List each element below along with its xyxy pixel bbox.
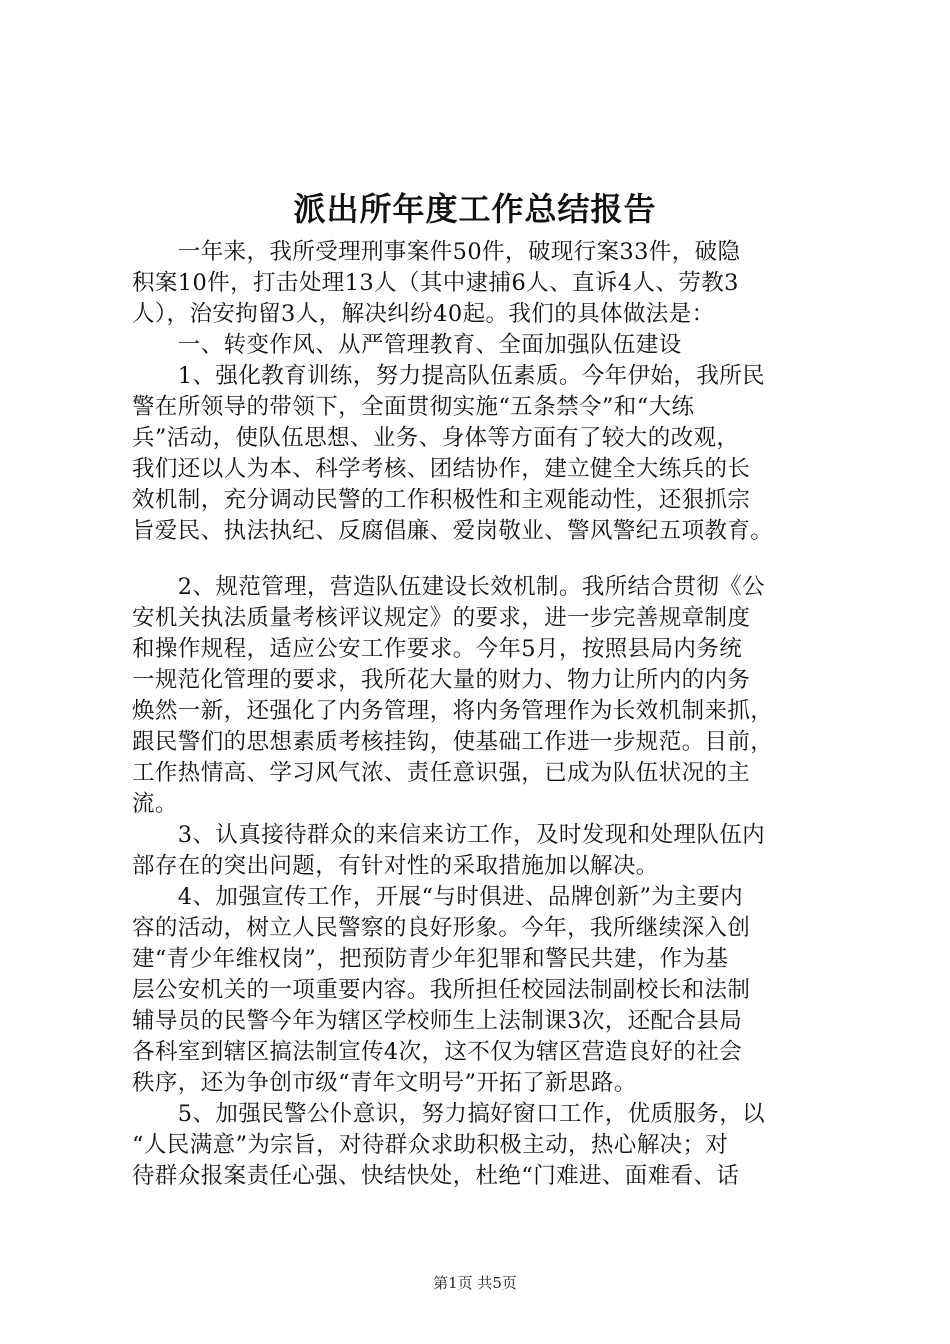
body-line: 警在所领导的带领下，全面贯彻实施“五条禁令”和“大练 — [132, 394, 695, 420]
body-line: 和操作规程，适应公安工作要求。今年5月，按照县局内务统 — [132, 636, 743, 662]
body-line: 兵”活动，使队伍思想、业务、身体等方面有了较大的改观， — [132, 425, 740, 451]
body-line: 容的活动，树立人民警察的良好形象。今年，我所继续深入创 — [132, 915, 751, 941]
body-line: 层公安机关的一项重要内容。我所担任校园法制副校长和法制 — [132, 977, 751, 1003]
document-title: 派出所年度工作总结报告 — [293, 190, 657, 228]
body-line: 秩序，还为争创市级“青年文明号”开拓了新思路。 — [132, 1070, 637, 1096]
body-line: 4、加强宣传工作，开展“与时俱进、品牌创新”为主要内 — [132, 884, 744, 910]
body-line: 一年来，我所受理刑事案件50件，破现行案33件，破隐 — [132, 239, 741, 265]
body-line: 3、认真接待群众的来信来访工作，及时发现和处理队伍内 — [132, 822, 766, 848]
body-line: 待群众报案责任心强、快结快处，杜绝“门难进、面难看、话 — [132, 1163, 740, 1189]
section-heading: 一、转变作风、从严管理教育、全面加强队伍建设 — [132, 332, 682, 358]
body-line: 人），治安拘留3人，解决纠纷40起。我们的具体做法是： — [132, 301, 715, 327]
body-line: 建“青少年维权岗”，把预防青少年犯罪和警民共建，作为基 — [132, 946, 729, 972]
body-line: 一规范化管理的要求，我所花大量的财力、物力让所内的内务 — [132, 667, 751, 693]
body-line: 焕然一新，还强化了内务管理，将内务管理作为长效机制来抓， — [132, 698, 774, 724]
body-line: 流。 — [132, 791, 178, 817]
body-line: “人民满意”为宗旨，对待群众求助积极主动，热心解决；对 — [132, 1132, 729, 1158]
body-line: 5、加强民警公仆意识，努力搞好窗口工作，优质服务，以 — [132, 1101, 766, 1127]
body-line: 旨爱民、执法执纪、反腐倡廉、爱岗敬业、警风警纪五项教育。 — [132, 518, 774, 544]
body-line: 1、强化教育训练，努力提高队伍素质。今年伊始，我所民 — [132, 363, 766, 389]
body-line: 工作热情高、学习风气浓、责任意识强，已成为队伍状况的主 — [132, 760, 751, 786]
body-line: 安机关执法质量考核评议规定》的要求，进一步完善规章制度 — [132, 605, 751, 631]
page-number: 第1页 共5页 — [433, 1274, 517, 1292]
body-line: 各科室到辖区搞法制宣传4次，这不仅为辖区营造良好的社会 — [132, 1039, 743, 1065]
body-line: 辅导员的民警今年为辖区学校师生上法制课3次，还配合县局 — [132, 1008, 743, 1034]
body-line: 2、规范管理，营造队伍建设长效机制。我所结合贯彻《公 — [132, 574, 766, 600]
body-line: 效机制，充分调动民警的工作积极性和主观能动性，还狠抓宗 — [132, 487, 751, 513]
body-line: 部存在的突出问题，有针对性的采取措施加以解决。 — [132, 853, 659, 879]
body-line: 我们还以人为本、科学考核、团结协作，建立健全大练兵的长 — [132, 456, 751, 482]
body-line: 积案10件，打击处理13人（其中逮捕6人、直诉4人、劳教3 — [132, 270, 739, 296]
body-line: 跟民警们的思想素质考核挂钩，使基础工作进一步规范。目前， — [132, 729, 774, 755]
